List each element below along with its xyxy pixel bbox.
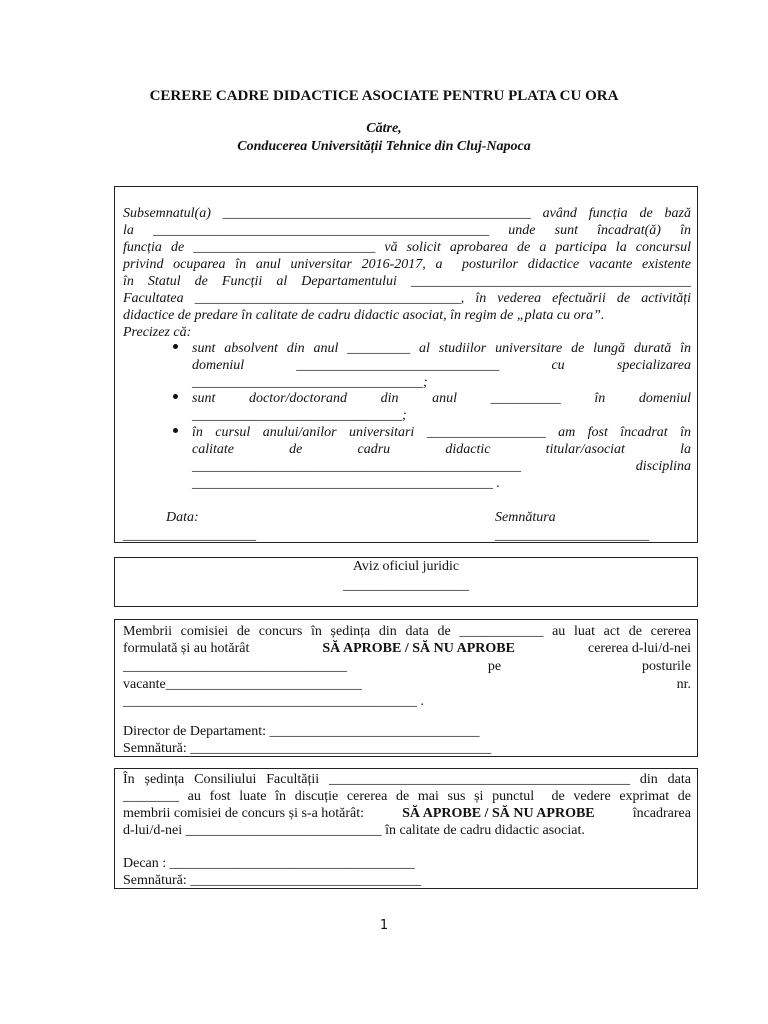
commission-line-4: vacante____________________________ nr.: [123, 677, 691, 692]
council-line-1: În ședința Consiliului Facultății ___________________________________________ din data: [123, 772, 691, 787]
council-line-3-start: membrii comisiei de concurs și s-a hotărât:: [123, 806, 368, 821]
commission-line-2-start: formulată și au hotărât: [123, 641, 253, 656]
date-label: Data:: [166, 510, 199, 525]
request-line-7: didactice de predare în calitate de cadru didactic asociat, în regim de „plata cu ora”.: [123, 308, 605, 323]
request-line-6: Facultatea ______________________________________, în vederea efectuării de activități: [123, 291, 691, 306]
request-line-1: Subsemnatul(a) ____________________________________________ având funcția de bază: [123, 206, 691, 221]
request-line-2: la ________________________________________________ unde sunt încadrat(ă) în: [123, 223, 691, 238]
request-line-5: în Statul de Funcții al Departamentului ________________________________________: [123, 274, 691, 289]
to-label: Către,: [366, 121, 402, 136]
bullet-icon: [173, 428, 178, 433]
council-line-3: [123, 805, 691, 822]
bullet-icon: [173, 344, 178, 349]
statement-experience-line-1: în cursul anului/anilor universitari _________________ am fost încadrat în: [192, 425, 691, 440]
request-line-8: Precizez că:: [123, 325, 192, 340]
dean-field[interactable]: Decan : ___________________________________: [123, 856, 415, 871]
statement-experience-line-3: _______________________________________________ disciplina: [192, 459, 691, 474]
dean-signature-field[interactable]: Semnătură: _________________________________: [123, 873, 422, 888]
statement-graduate-line-2: domeniul _____________________________ cu specializarea: [192, 358, 691, 373]
commission-line-3: ________________________________ pe posturile: [123, 659, 691, 674]
page-number: 1: [379, 918, 389, 933]
commission-line-1: Membrii comisiei de concurs în ședința din data de ____________ au luat act de cererea: [123, 624, 691, 639]
decision-options: SĂ APROBE / SĂ NU APROBE: [322, 641, 515, 656]
statement-experience-line-2: calitate de cadru didactic titular/asociat la: [192, 442, 691, 457]
council-line-3-end: încadrarea: [629, 806, 691, 821]
director-field[interactable]: Director de Departament: ______________________________: [123, 724, 480, 739]
statement-graduate-line-1: sunt absolvent din anul _________ al studiilor universitare de lungă durată în: [192, 341, 691, 356]
addressee-block: [0, 120, 768, 156]
commission-line-2: [123, 640, 691, 657]
statement-doctor-line-1: sunt doctor/doctorand din anul __________ în domeniul: [192, 391, 691, 406]
bullet-icon: [173, 394, 178, 399]
commission-line-5: __________________________________________ .: [123, 694, 424, 709]
council-line-4: d-lui/d-nei ____________________________ în calitate de cadru didactic asociat.: [123, 823, 585, 838]
commission-line-2-end: cererea d-lui/d-nei: [584, 641, 691, 656]
signature-field[interactable]: ______________________: [495, 528, 649, 543]
director-signature-field[interactable]: Semnătură: ___________________________________________: [123, 741, 492, 756]
council-decision-options: SĂ APROBE / SĂ NU APROBE: [402, 806, 595, 821]
legal-opinion-field[interactable]: __________________: [343, 578, 469, 593]
statement-doctor-line-2: ______________________________;: [192, 408, 407, 423]
request-line-3: funcția de __________________________ vă solicit aprobarea de a participa la concursul: [123, 240, 691, 255]
document-title: CERERE CADRE DIDACTICE ASOCIATE PENTRU PLATA CU ORA: [149, 88, 619, 104]
council-line-2: ________ au fost luate în discuție cererea de mai sus și punctul de vedere exprimat de: [123, 789, 691, 804]
date-field[interactable]: ___________________: [123, 528, 256, 543]
statement-graduate-line-3: _________________________________;: [192, 375, 428, 390]
statement-experience-line-4: ___________________________________________ .: [192, 476, 500, 491]
legal-opinion-label: Aviz oficiul juridic: [352, 559, 460, 574]
signature-label: Semnătura: [495, 510, 556, 525]
request-line-4: privind ocuparea în anul universitar 2016-2017, a posturilor didactice vacante existente: [123, 257, 691, 272]
addressee-name: Conducerea Universității Tehnice din Cluj-Napoca: [237, 139, 531, 154]
